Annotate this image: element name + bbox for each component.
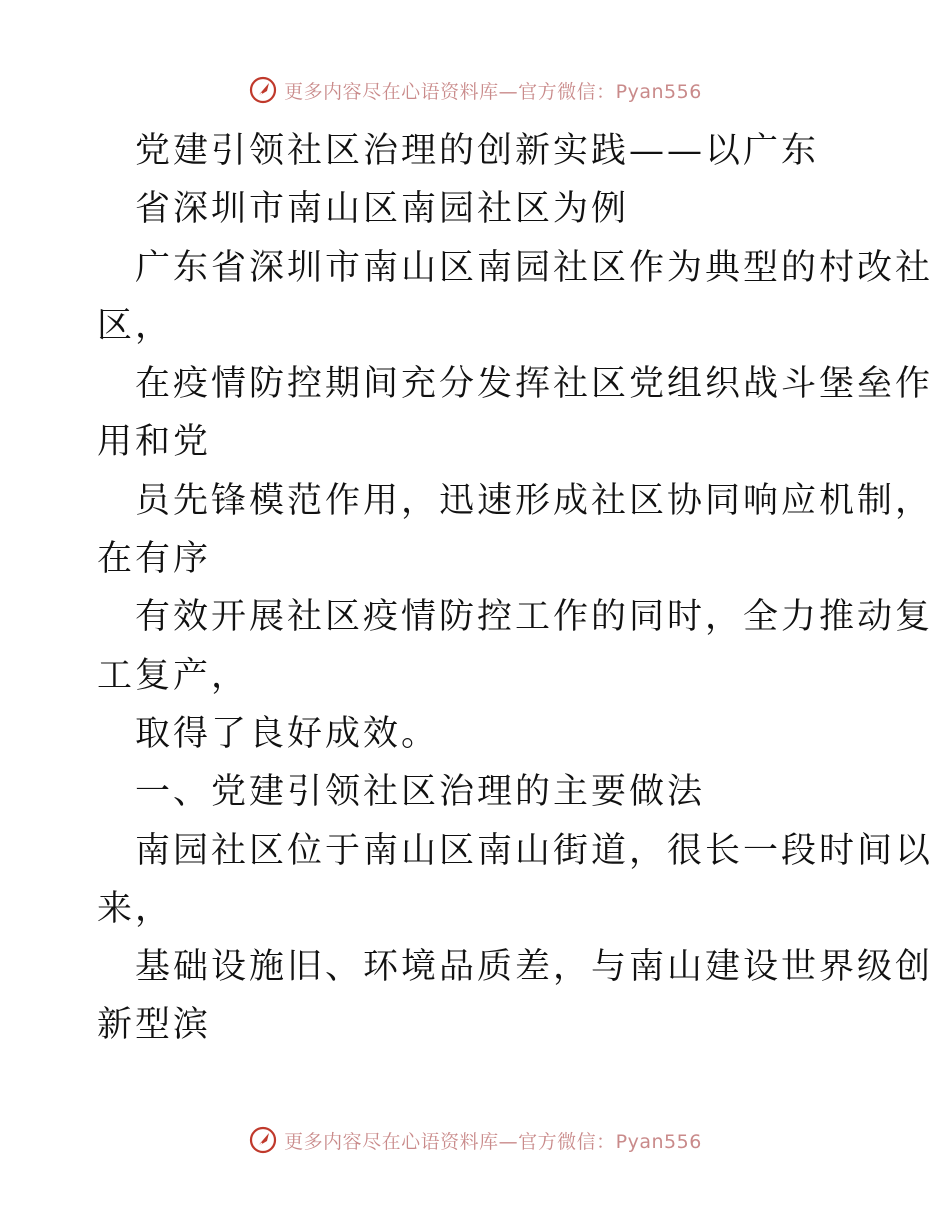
doc-line: 在有序: [97, 539, 212, 580]
header-watermark: [0, 72, 950, 108]
doc-line: 区，: [97, 305, 174, 346]
section-heading: 一、党建引领社区治理的主要做法: [135, 772, 706, 813]
doc-line: 基础设施旧、环境品质差，与南山建设世界级创: [135, 947, 934, 988]
watermark-text: 更多内容尽在心语资料库—官方微信：Pyan556: [284, 80, 702, 103]
doc-line: 取得了良好成效。: [135, 713, 440, 754]
doc-line: 用和党: [97, 422, 212, 463]
doc-line: 在疫情防控期间充分发挥社区党组织战斗堡垒作: [135, 364, 934, 405]
document-body: [97, 122, 934, 1055]
doc-line: 新型滨: [97, 1005, 212, 1046]
watermark-group: [248, 1125, 702, 1155]
doc-line: 党建引领社区治理的创新实践——以广东: [135, 131, 820, 171]
doc-line: 广东省深圳市南山区南园社区作为典型的村改社: [135, 247, 934, 288]
doc-line: 省深圳市南山区南园社区为例: [135, 189, 630, 230]
doc-line: 有效开展社区疫情防控工作的同时，全力推动复: [135, 597, 934, 638]
doc-line: 来，: [97, 888, 174, 929]
doc-line: 南园社区位于南山区南山街道，很长一段时间以: [135, 830, 934, 871]
doc-line: 工复产，: [97, 655, 250, 696]
feather-pen-logo-icon: [248, 75, 278, 105]
footer-watermark: [0, 1122, 950, 1158]
feather-pen-logo-icon: [248, 1125, 278, 1155]
watermark-group: [248, 75, 702, 105]
watermark-text: 更多内容尽在心语资料库—官方微信：Pyan556: [284, 1130, 702, 1153]
doc-line: 员先锋模范作用，迅速形成社区协同响应机制，: [135, 480, 934, 521]
